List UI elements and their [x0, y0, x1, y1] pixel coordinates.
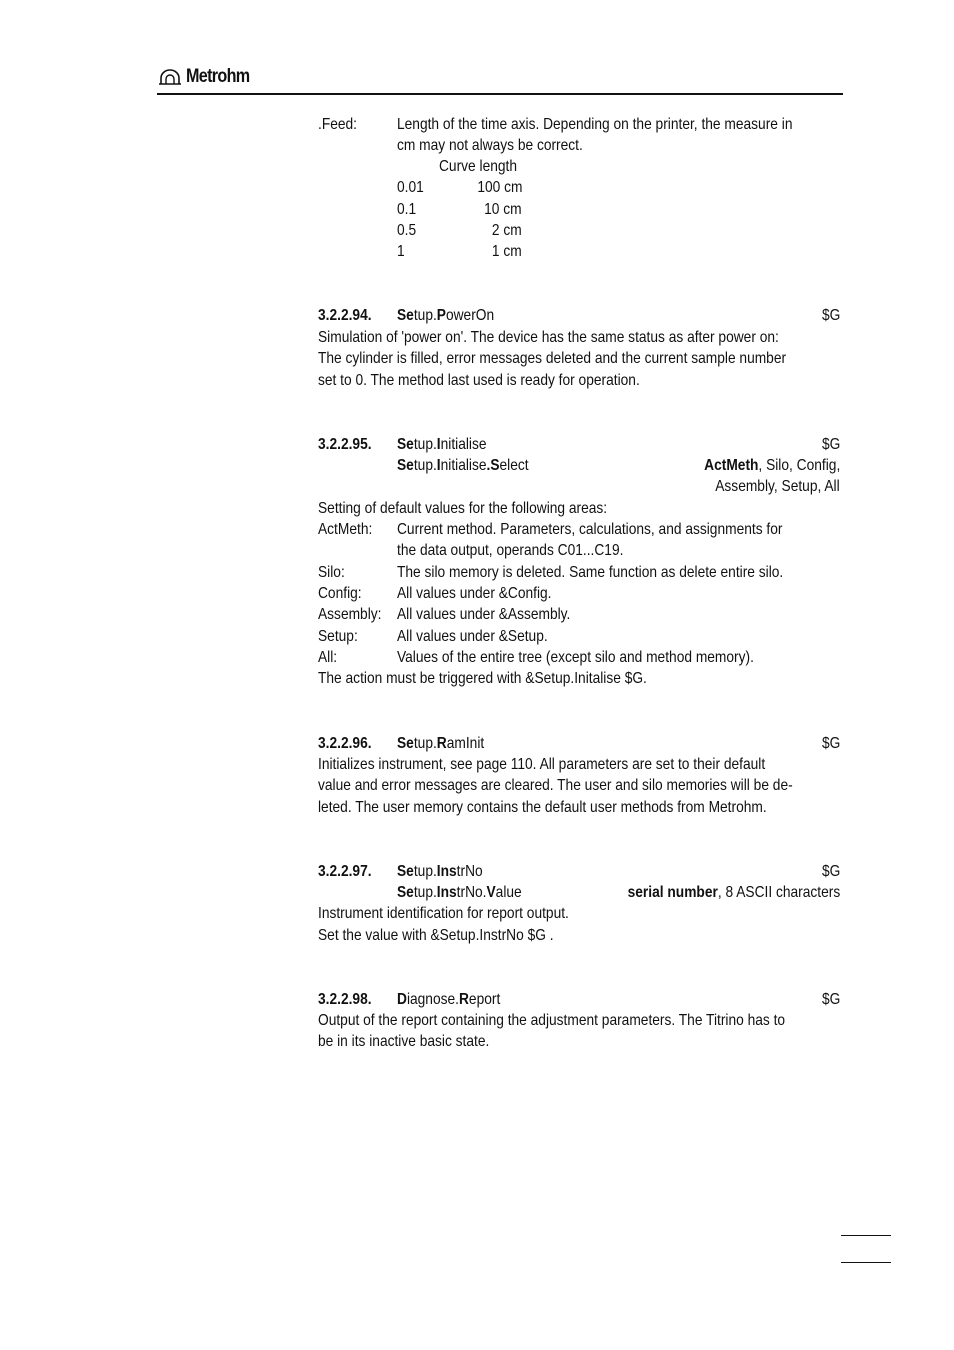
- feed-col-header: Curve length: [439, 158, 518, 175]
- paragraph-line: Setting of default values for the following areas:: [318, 500, 608, 517]
- feed-row-length: 100 cm: [476, 179, 522, 196]
- definition-term: Silo:: [318, 564, 345, 581]
- paragraph-line: set to 0. The method last used is ready for operation.: [318, 372, 640, 389]
- section-number: 3.2.2.97.: [318, 863, 372, 880]
- definition-term: Config:: [318, 585, 362, 602]
- feed-row-value: 0.01: [397, 179, 424, 196]
- definition-term: ActMeth:: [318, 521, 373, 538]
- feed-term: .Feed:: [318, 116, 358, 133]
- section-number: 3.2.2.95.: [318, 436, 372, 453]
- definition-term: Assembly:: [318, 606, 382, 623]
- section-command: Setup.InstrNo: [397, 863, 483, 880]
- definition-desc: Values of the entire tree (except silo and method memory).: [397, 649, 754, 666]
- section-number: 3.2.2.96.: [318, 735, 372, 752]
- feed-row-value: 0.5: [397, 222, 417, 239]
- footer-rule-top: [841, 1235, 891, 1236]
- section-flag: $G: [821, 436, 840, 453]
- paragraph-line: Initializes instrument, see page 110. All parameters are set to their default: [318, 756, 766, 773]
- paragraph-line: The cylinder is filled, error messages deleted and the current sample number: [318, 350, 787, 367]
- section-subcommand: Setup.Initialise.Select: [397, 457, 529, 474]
- section-flag: $G: [821, 735, 840, 752]
- section-command: Setup.PowerOn: [397, 307, 495, 324]
- section-command: Setup.RamInit: [397, 735, 485, 752]
- feed-desc-2: cm may not always be correct.: [397, 137, 583, 154]
- feed-row-value: 1: [397, 243, 405, 260]
- paragraph-line: Output of the report containing the adjustment parameters. The Titrino has to: [318, 1012, 786, 1029]
- feed-row-length: 2 cm: [492, 222, 522, 239]
- section-command: Diagnose.Report: [397, 991, 501, 1008]
- section-flag: $G: [821, 307, 840, 324]
- feed-row-value: 0.1: [397, 201, 417, 218]
- paragraph-line: Instrument identification for report output.: [318, 905, 569, 922]
- paragraph-line: leted. The user memory contains the default user methods from Metrohm.: [318, 799, 767, 816]
- feed-row-length: 1 cm: [492, 243, 522, 260]
- definition-desc: All values under &Setup.: [397, 628, 548, 645]
- section-options-line2: Assembly, Setup, All: [715, 478, 840, 495]
- definition-desc: the data output, operands C01...C19.: [397, 542, 624, 559]
- definition-desc: All values under &Config.: [397, 585, 552, 602]
- section-subcommand: Setup.InstrNo.Value: [397, 884, 522, 901]
- brand-name: Metrohm: [186, 66, 250, 87]
- feed-row-length: 10 cm: [484, 201, 522, 218]
- definition-term: Setup:: [318, 628, 358, 645]
- header-rule: [157, 93, 843, 95]
- section-number: 3.2.2.94.: [318, 307, 372, 324]
- section-options: ActMeth, Silo, Config,: [703, 457, 840, 474]
- header-logo: [158, 66, 261, 88]
- paragraph-line: Set the value with &Setup.InstrNo $G .: [318, 927, 554, 944]
- paragraph-line: value and error messages are cleared. The user and silo memories will be de-: [318, 777, 793, 794]
- section-flag: $G: [821, 863, 840, 880]
- section-command: Setup.Initialise: [397, 436, 487, 453]
- metrohm-logo-icon: [158, 68, 182, 86]
- definition-desc: The silo memory is deleted. Same function as delete entire silo.: [397, 564, 784, 581]
- feed-desc-1: Length of the time axis. Depending on the printer, the measure in: [397, 116, 793, 133]
- definition-term: All:: [318, 649, 338, 666]
- footer-rule-bottom: [841, 1262, 891, 1263]
- definition-desc: Current method. Parameters, calculations, and assignments for: [397, 521, 783, 538]
- section-options: serial number, 8 ASCII characters: [627, 884, 840, 901]
- paragraph-line: be in its inactive basic state.: [318, 1033, 490, 1050]
- paragraph-line: The action must be triggered with &Setup.Initalise $G.: [318, 670, 647, 687]
- section-flag: $G: [821, 991, 840, 1008]
- section-number: 3.2.2.98.: [318, 991, 372, 1008]
- definition-desc: All values under &Assembly.: [397, 606, 571, 623]
- paragraph-line: Simulation of 'power on'. The device has the same status as after power on:: [318, 329, 779, 346]
